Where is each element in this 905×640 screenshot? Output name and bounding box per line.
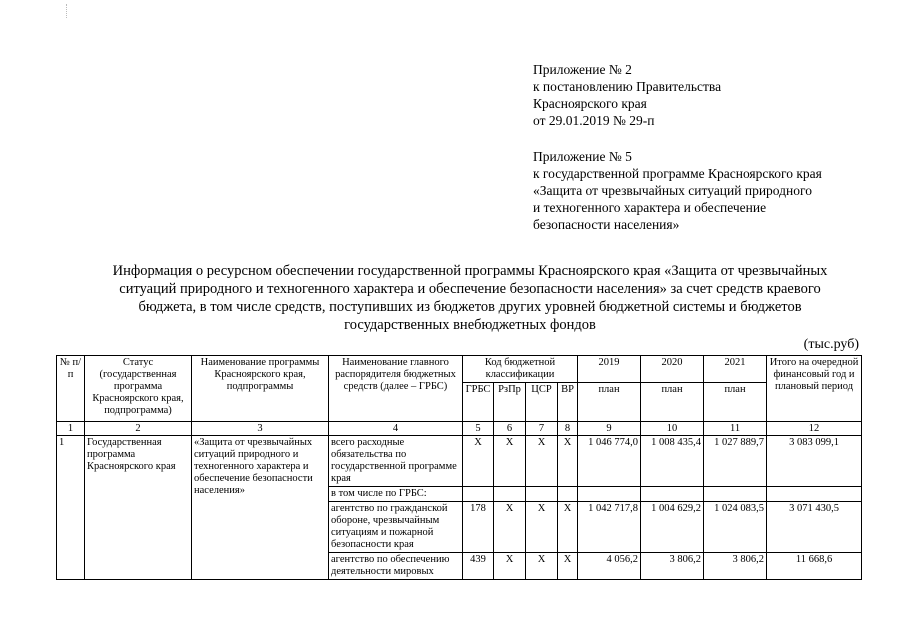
value-2021: 1 027 889,7 bbox=[704, 436, 767, 487]
col-number: 4 bbox=[329, 422, 463, 436]
table-row bbox=[57, 436, 862, 487]
value-2020: 1 008 435,4 bbox=[641, 436, 704, 487]
grbs-name: агентство по гражданской обороне, чрезвычайным ситуациям и пожарной безопасности края bbox=[329, 502, 463, 553]
header-2020: 2020 bbox=[641, 356, 704, 383]
col-number: 6 bbox=[494, 422, 526, 436]
header-2021: 2021 bbox=[704, 356, 767, 383]
appendix-line: Красноярского края bbox=[533, 96, 647, 111]
code-grbs: 439 bbox=[463, 553, 494, 580]
value-2021: 1 024 083,5 bbox=[704, 502, 767, 553]
appendix-5-block bbox=[533, 148, 822, 233]
unit-label: (тыс.руб) bbox=[803, 337, 859, 352]
code-csr: Х bbox=[526, 436, 558, 487]
title-line: Информация о ресурсном обеспечении государственной программы Красноярского края «Защита от чрезвычайных bbox=[112, 263, 828, 279]
header-plan-2021: план bbox=[704, 383, 767, 422]
column-number-row bbox=[57, 422, 862, 436]
header-csr: ЦСР bbox=[526, 383, 558, 422]
value-2021 bbox=[704, 487, 767, 502]
header-num: № п/п bbox=[57, 356, 85, 422]
col-number: 7 bbox=[526, 422, 558, 436]
code-csr: Х bbox=[526, 553, 558, 580]
row-status: Государственная программа Красноярского края bbox=[85, 436, 192, 580]
code-grbs bbox=[463, 487, 494, 502]
grbs-name: всего расходные обязательства по государственной программе края bbox=[329, 436, 463, 487]
header-grbs: ГРБС bbox=[463, 383, 494, 422]
row-program: «Защита от чрезвычайных ситуаций природного и техногенного характера и обеспечение безопасности населения» bbox=[192, 436, 329, 580]
value-total: 3 083 099,1 bbox=[767, 436, 862, 487]
appendix-line: к постановлению Правительства bbox=[533, 79, 722, 94]
appendix-line: Приложение № 2 bbox=[533, 62, 632, 77]
value-2020: 1 004 629,2 bbox=[641, 502, 704, 553]
value-total bbox=[767, 487, 862, 502]
code-vr: Х bbox=[558, 502, 578, 553]
value-2020: 3 806,2 bbox=[641, 553, 704, 580]
code-rzpr bbox=[494, 487, 526, 502]
code-rzpr: Х bbox=[494, 502, 526, 553]
value-2019: 1 046 774,0 bbox=[578, 436, 641, 487]
header-plan-2020: план bbox=[641, 383, 704, 422]
col-number: 8 bbox=[558, 422, 578, 436]
header-status: Статус (государственная программа Красноярского края, подпрограмма) bbox=[85, 356, 192, 422]
value-2021: 3 806,2 bbox=[704, 553, 767, 580]
header-codes: Код бюджетной классификации bbox=[463, 356, 578, 383]
appendix-line: и техногенного характера и обеспечение bbox=[533, 200, 767, 215]
value-2019: 1 042 717,8 bbox=[578, 502, 641, 553]
resource-table bbox=[56, 355, 862, 580]
grbs-name: в том числе по ГРБС: bbox=[329, 487, 463, 502]
header-2019: 2019 bbox=[578, 356, 641, 383]
row-number: 1 bbox=[57, 436, 85, 580]
appendix-line: Приложение № 5 bbox=[533, 149, 632, 164]
code-grbs: 178 bbox=[463, 502, 494, 553]
col-number: 11 bbox=[704, 422, 767, 436]
title-line: ситуаций природного и техногенного характера и обеспечение безопасности населения» за счет средств краевого bbox=[119, 281, 821, 297]
col-number: 2 bbox=[85, 422, 192, 436]
col-number: 12 bbox=[767, 422, 862, 436]
code-rzpr: Х bbox=[494, 436, 526, 487]
appendix-2-block bbox=[533, 61, 721, 129]
appendix-line: безопасности населения» bbox=[533, 217, 680, 232]
code-csr bbox=[526, 487, 558, 502]
col-number: 1 bbox=[57, 422, 85, 436]
code-rzpr: Х bbox=[494, 553, 526, 580]
header-row bbox=[57, 356, 862, 383]
value-total: 3 071 430,5 bbox=[767, 502, 862, 553]
value-2019 bbox=[578, 487, 641, 502]
header-plan-2019: план bbox=[578, 383, 641, 422]
appendix-line: «Защита от чрезвычайных ситуаций природного bbox=[533, 183, 812, 198]
col-number: 5 bbox=[463, 422, 494, 436]
title-line: государственных внебюджетных фондов bbox=[344, 317, 596, 333]
value-2019: 4 056,2 bbox=[578, 553, 641, 580]
code-csr: Х bbox=[526, 502, 558, 553]
grbs-name: агентство по обеспечению деятельности мировых bbox=[329, 553, 463, 580]
scan-mark bbox=[66, 4, 68, 18]
col-number: 10 bbox=[641, 422, 704, 436]
header-vr: ВР bbox=[558, 383, 578, 422]
appendix-line: от 29.01.2019 № 29-п bbox=[533, 113, 655, 128]
header-grbs-name: Наименование главного распорядителя бюджетных средств (далее – ГРБС) bbox=[329, 356, 463, 422]
document-title bbox=[60, 262, 880, 334]
value-total: 11 668,6 bbox=[767, 553, 862, 580]
col-number: 9 bbox=[578, 422, 641, 436]
code-vr: Х bbox=[558, 436, 578, 487]
code-vr: Х bbox=[558, 553, 578, 580]
header-rzpr: РзПр bbox=[494, 383, 526, 422]
header-total: Итого на очередной финансовый год и плановый период bbox=[767, 356, 862, 422]
title-line: бюджета, в том числе средств, поступивших из бюджетов других уровней бюджетной системы и бюджетов bbox=[138, 299, 802, 315]
code-vr bbox=[558, 487, 578, 502]
col-number: 3 bbox=[192, 422, 329, 436]
appendix-line: к государственной программе Красноярского края bbox=[533, 166, 822, 181]
code-grbs: Х bbox=[463, 436, 494, 487]
header-program: Наименование программы Красноярского края, подпрограммы bbox=[192, 356, 329, 422]
value-2020 bbox=[641, 487, 704, 502]
